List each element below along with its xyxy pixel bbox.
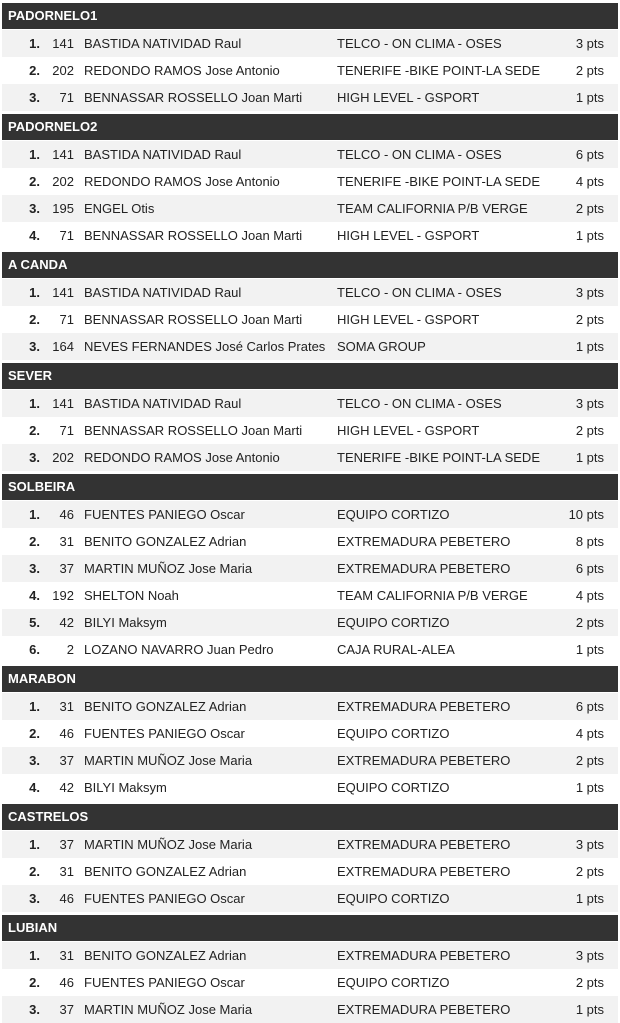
result-row <box>2 831 618 858</box>
points: 2 pts <box>575 63 604 78</box>
rank: 2. <box>29 534 40 549</box>
climb-section <box>0 114 620 249</box>
climb-title: SOLBEIRA <box>2 474 618 500</box>
climb-title: SEVER <box>2 363 618 389</box>
bib-number: 46 <box>59 891 74 906</box>
result-row <box>2 444 618 471</box>
result-row <box>2 582 618 609</box>
team-name: EQUIPO CORTIZO <box>337 891 450 906</box>
points: 3 pts <box>575 36 604 51</box>
rank: 3. <box>29 339 40 354</box>
points: 3 pts <box>575 396 604 411</box>
rider-name: BENITO GONZALEZ Adrian <box>84 864 247 879</box>
points: 2 pts <box>575 864 604 879</box>
rank: 2. <box>29 975 40 990</box>
rider-name: MARTIN MUÑOZ Jose Maria <box>84 1002 253 1017</box>
climb-section <box>0 666 620 801</box>
rider-name: SHELTON Noah <box>84 588 179 603</box>
rider-name: LOZANO NAVARRO Juan Pedro <box>84 642 274 657</box>
rider-name: REDONDO RAMOS Jose Antonio <box>84 174 280 189</box>
result-row <box>2 609 618 636</box>
team-name: TELCO - ON CLIMA - OSES <box>337 285 502 300</box>
bib-number: 71 <box>59 312 74 327</box>
points: 4 pts <box>575 726 604 741</box>
points: 4 pts <box>575 588 604 603</box>
bib-number: 42 <box>59 780 74 795</box>
points: 6 pts <box>575 699 604 714</box>
rider-name: BILYI Maksym <box>84 615 167 630</box>
team-name: TENERIFE -BIKE POINT-LA SEDE <box>337 63 540 78</box>
result-row <box>2 141 618 168</box>
rider-name: BENITO GONZALEZ Adrian <box>84 699 247 714</box>
rider-name: BENITO GONZALEZ Adrian <box>84 948 247 963</box>
rider-name: MARTIN MUÑOZ Jose Maria <box>84 561 253 576</box>
bib-number: 71 <box>59 423 74 438</box>
team-name: EXTREMADURA PEBETERO <box>337 699 511 714</box>
climb-title: PADORNELO2 <box>2 114 618 140</box>
team-name: TELCO - ON CLIMA - OSES <box>337 36 502 51</box>
result-row <box>2 693 618 720</box>
points: 1 pts <box>575 90 604 105</box>
bib-number: 37 <box>59 1002 74 1017</box>
bib-number: 31 <box>59 864 74 879</box>
result-row <box>2 942 618 969</box>
climb-title: LUBIAN <box>2 915 618 941</box>
climb-title: PADORNELO1 <box>2 3 618 29</box>
team-name: TENERIFE -BIKE POINT-LA SEDE <box>337 450 540 465</box>
points: 4 pts <box>575 174 604 189</box>
points: 3 pts <box>575 285 604 300</box>
team-name: TEAM CALIFORNIA P/B VERGE <box>337 588 528 603</box>
rank: 2. <box>29 63 40 78</box>
team-name: EQUIPO CORTIZO <box>337 726 450 741</box>
team-name: HIGH LEVEL - GSPORT <box>337 312 480 327</box>
rank: 1. <box>29 396 40 411</box>
result-row <box>2 636 618 663</box>
team-name: SOMA GROUP <box>337 339 426 354</box>
rank: 1. <box>29 948 40 963</box>
rank: 3. <box>29 201 40 216</box>
rider-name: BENNASSAR ROSSELLO Joan Marti <box>84 423 303 438</box>
team-name: CAJA RURAL-ALEA <box>337 642 455 657</box>
rank: 1. <box>29 285 40 300</box>
bib-number: 46 <box>59 975 74 990</box>
result-row <box>2 57 618 84</box>
team-name: HIGH LEVEL - GSPORT <box>337 90 480 105</box>
rider-name: BENNASSAR ROSSELLO Joan Marti <box>84 90 303 105</box>
bib-number: 202 <box>52 174 74 189</box>
rank: 2. <box>29 174 40 189</box>
result-row <box>2 885 618 912</box>
rank: 2. <box>29 726 40 741</box>
team-name: EQUIPO CORTIZO <box>337 975 450 990</box>
bib-number: 202 <box>52 450 74 465</box>
points: 2 pts <box>575 975 604 990</box>
team-name: EXTREMADURA PEBETERO <box>337 534 511 549</box>
rider-name: BASTIDA NATIVIDAD Raul <box>84 396 242 411</box>
result-row <box>2 417 618 444</box>
rank: 4. <box>29 228 40 243</box>
result-row <box>2 747 618 774</box>
result-row <box>2 195 618 222</box>
bib-number: 31 <box>59 534 74 549</box>
rider-name: FUENTES PANIEGO Oscar <box>84 891 245 906</box>
climb-section <box>0 252 620 360</box>
bib-number: 71 <box>59 90 74 105</box>
points: 2 pts <box>575 423 604 438</box>
result-row <box>2 969 618 996</box>
points: 10 pts <box>568 507 604 522</box>
rank: 3. <box>29 561 40 576</box>
team-name: EXTREMADURA PEBETERO <box>337 864 511 879</box>
bib-number: 37 <box>59 561 74 576</box>
result-row <box>2 774 618 801</box>
rider-name: BASTIDA NATIVIDAD Raul <box>84 285 242 300</box>
team-name: EXTREMADURA PEBETERO <box>337 753 511 768</box>
team-name: EXTREMADURA PEBETERO <box>337 948 511 963</box>
rank: 3. <box>29 1002 40 1017</box>
rank: 1. <box>29 699 40 714</box>
result-row <box>2 555 618 582</box>
climb-section <box>0 474 620 663</box>
rider-name: FUENTES PANIEGO Oscar <box>84 726 245 741</box>
team-name: TEAM CALIFORNIA P/B VERGE <box>337 201 528 216</box>
rank: 3. <box>29 450 40 465</box>
rider-name: MARTIN MUÑOZ Jose Maria <box>84 753 253 768</box>
rank: 1. <box>29 507 40 522</box>
rank: 6. <box>29 642 40 657</box>
points: 2 pts <box>575 312 604 327</box>
rider-name: BENNASSAR ROSSELLO Joan Marti <box>84 312 303 327</box>
bib-number: 31 <box>59 699 74 714</box>
rider-name: FUENTES PANIEGO Oscar <box>84 975 245 990</box>
result-row <box>2 30 618 57</box>
rank: 3. <box>29 90 40 105</box>
climb-section <box>0 915 620 1023</box>
team-name: HIGH LEVEL - GSPORT <box>337 228 480 243</box>
climb-section <box>0 804 620 912</box>
team-name: TENERIFE -BIKE POINT-LA SEDE <box>337 174 540 189</box>
rank: 3. <box>29 891 40 906</box>
points: 1 pts <box>575 1002 604 1017</box>
points: 2 pts <box>575 615 604 630</box>
points: 2 pts <box>575 753 604 768</box>
rank: 1. <box>29 837 40 852</box>
points: 3 pts <box>575 948 604 963</box>
rank: 4. <box>29 780 40 795</box>
points: 3 pts <box>575 837 604 852</box>
mountain-classification-results <box>0 3 620 1023</box>
result-row <box>2 720 618 747</box>
points: 6 pts <box>575 147 604 162</box>
bib-number: 46 <box>59 507 74 522</box>
points: 1 pts <box>575 450 604 465</box>
team-name: EQUIPO CORTIZO <box>337 507 450 522</box>
rider-name: BENITO GONZALEZ Adrian <box>84 534 247 549</box>
result-row <box>2 501 618 528</box>
bib-number: 141 <box>52 285 74 300</box>
result-row <box>2 858 618 885</box>
rider-name: BENNASSAR ROSSELLO Joan Marti <box>84 228 303 243</box>
result-row <box>2 333 618 360</box>
rider-name: BASTIDA NATIVIDAD Raul <box>84 36 242 51</box>
rider-name: REDONDO RAMOS Jose Antonio <box>84 63 280 78</box>
bib-number: 192 <box>52 588 74 603</box>
rider-name: BILYI Maksym <box>84 780 167 795</box>
team-name: EXTREMADURA PEBETERO <box>337 561 511 576</box>
rank: 2. <box>29 312 40 327</box>
team-name: HIGH LEVEL - GSPORT <box>337 423 480 438</box>
points: 6 pts <box>575 561 604 576</box>
climb-title: CASTRELOS <box>2 804 618 830</box>
bib-number: 71 <box>59 228 74 243</box>
rider-name: MARTIN MUÑOZ Jose Maria <box>84 837 253 852</box>
team-name: TELCO - ON CLIMA - OSES <box>337 396 502 411</box>
rank: 2. <box>29 423 40 438</box>
bib-number: 37 <box>59 753 74 768</box>
result-row <box>2 279 618 306</box>
rank: 2. <box>29 864 40 879</box>
points: 1 pts <box>575 891 604 906</box>
bib-number: 141 <box>52 147 74 162</box>
bib-number: 195 <box>52 201 74 216</box>
climb-section <box>0 3 620 111</box>
points: 8 pts <box>575 534 604 549</box>
bib-number: 164 <box>52 339 74 354</box>
result-row <box>2 390 618 417</box>
bib-number: 202 <box>52 63 74 78</box>
climb-title: A CANDA <box>2 252 618 278</box>
bib-number: 37 <box>59 837 74 852</box>
rank: 4. <box>29 588 40 603</box>
rider-name: REDONDO RAMOS Jose Antonio <box>84 450 280 465</box>
rank: 5. <box>29 615 40 630</box>
climb-title: MARABON <box>2 666 618 692</box>
team-name: EQUIPO CORTIZO <box>337 780 450 795</box>
points: 1 pts <box>575 642 604 657</box>
rider-name: NEVES FERNANDES José Carlos Prates <box>84 339 326 354</box>
team-name: TELCO - ON CLIMA - OSES <box>337 147 502 162</box>
rank: 3. <box>29 753 40 768</box>
team-name: EXTREMADURA PEBETERO <box>337 837 511 852</box>
points: 1 pts <box>575 780 604 795</box>
rank: 1. <box>29 147 40 162</box>
rank: 1. <box>29 36 40 51</box>
bib-number: 2 <box>66 642 74 657</box>
points: 1 pts <box>575 228 604 243</box>
result-row <box>2 996 618 1023</box>
team-name: EXTREMADURA PEBETERO <box>337 1002 511 1017</box>
bib-number: 42 <box>59 615 74 630</box>
rider-name: BASTIDA NATIVIDAD Raul <box>84 147 242 162</box>
team-name: EQUIPO CORTIZO <box>337 615 450 630</box>
bib-number: 31 <box>59 948 74 963</box>
result-row <box>2 528 618 555</box>
rider-name: FUENTES PANIEGO Oscar <box>84 507 245 522</box>
bib-number: 46 <box>59 726 74 741</box>
bib-number: 141 <box>52 396 74 411</box>
points: 2 pts <box>575 201 604 216</box>
bib-number: 141 <box>52 36 74 51</box>
points: 1 pts <box>575 339 604 354</box>
result-row <box>2 306 618 333</box>
result-row <box>2 84 618 111</box>
result-row <box>2 222 618 249</box>
result-row <box>2 168 618 195</box>
rider-name: ENGEL Otis <box>84 201 155 216</box>
climb-section <box>0 363 620 471</box>
